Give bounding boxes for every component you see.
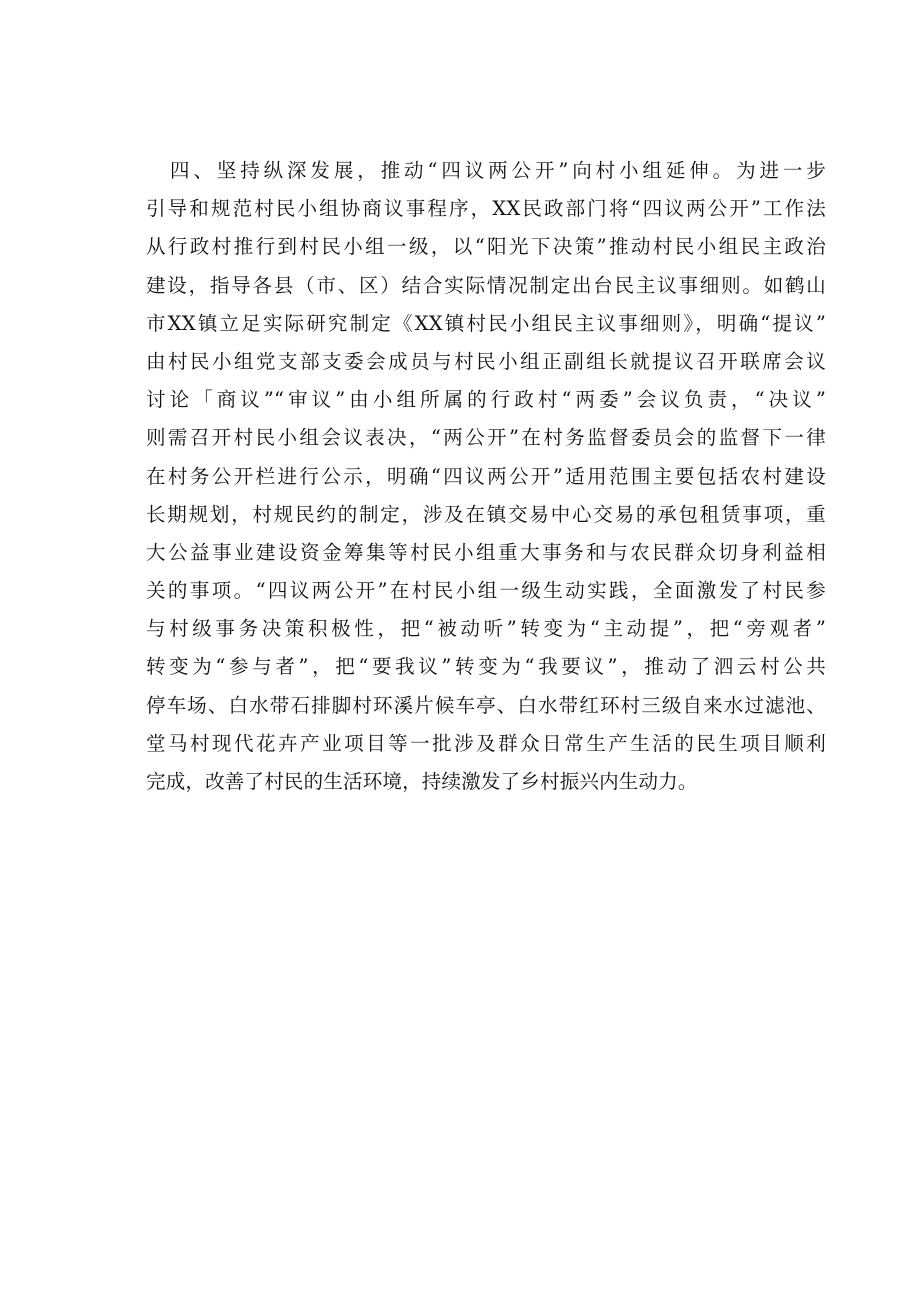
paragraph-line: 从行政村推行到村民小组一级，以“阳光下决策”推动村民小组民主政治 <box>146 235 826 259</box>
paragraph-line: 停车场、白水带石排脚村环溪片候车亭、白水带红环村三级自来水过滤池、 <box>146 693 826 717</box>
paragraph-line: 大公益事业建设资金筹集等村民小组重大事务和与农民群众切身利益相 <box>146 540 826 564</box>
paragraph-section-four <box>146 152 826 801</box>
paragraph-line: 市XX镇立足实际研究制定《XX镇村民小组民主议事细则》，明确“提议” <box>146 311 826 335</box>
paragraph-line: 关的事项。“四议两公开”在村民小组一级生动实践，全面激发了村民参 <box>146 579 826 603</box>
paragraph-line: 讨论「商议”“审议”由小组所属的行政村“两委”会议负责，“决议” <box>146 388 826 412</box>
paragraph-line: 长期规划，村规民约的制定，涉及在镇交易中心交易的承包租赁事项，重 <box>146 502 826 526</box>
paragraph-line: 在村务公开栏进行公示，明确“四议两公开”适用范围主要包括农村建设 <box>146 464 826 488</box>
paragraph-line: 转变为“参与者”，把“要我议”转变为“我要议”，推动了泗云村公共 <box>146 655 826 679</box>
paragraph-line: 堂马村现代花卉产业项目等一批涉及群众日常生产生活的民生项目顺利 <box>146 731 826 755</box>
paragraph-line: 四、坚持纵深发展，推动“四议两公开”向村小组延伸。为进一步 <box>170 159 826 182</box>
paragraph-line: 完成，改善了村民的生活环境，持续激发了乡村振兴内生动力。 <box>146 770 698 793</box>
paragraph-line: 引导和规范村民小组协商议事程序，XX民政部门将“四议两公开”工作法 <box>146 197 826 221</box>
paragraph-line: 建设，指导各县（市、区）结合实际情况制定出台民主议事细则。如鹤山 <box>146 273 826 297</box>
paragraph-line: 与村级事务决策积极性，把“被动听”转变为“主动提”，把“旁观者” <box>146 617 826 641</box>
paragraph-line: 由村民小组党支部支委会成员与村民小组正副组长就提议召开联席会议 <box>146 349 826 373</box>
paragraph-line: 则需召开村民小组会议表决，“两公开”在村务监督委员会的监督下一律 <box>146 426 826 450</box>
